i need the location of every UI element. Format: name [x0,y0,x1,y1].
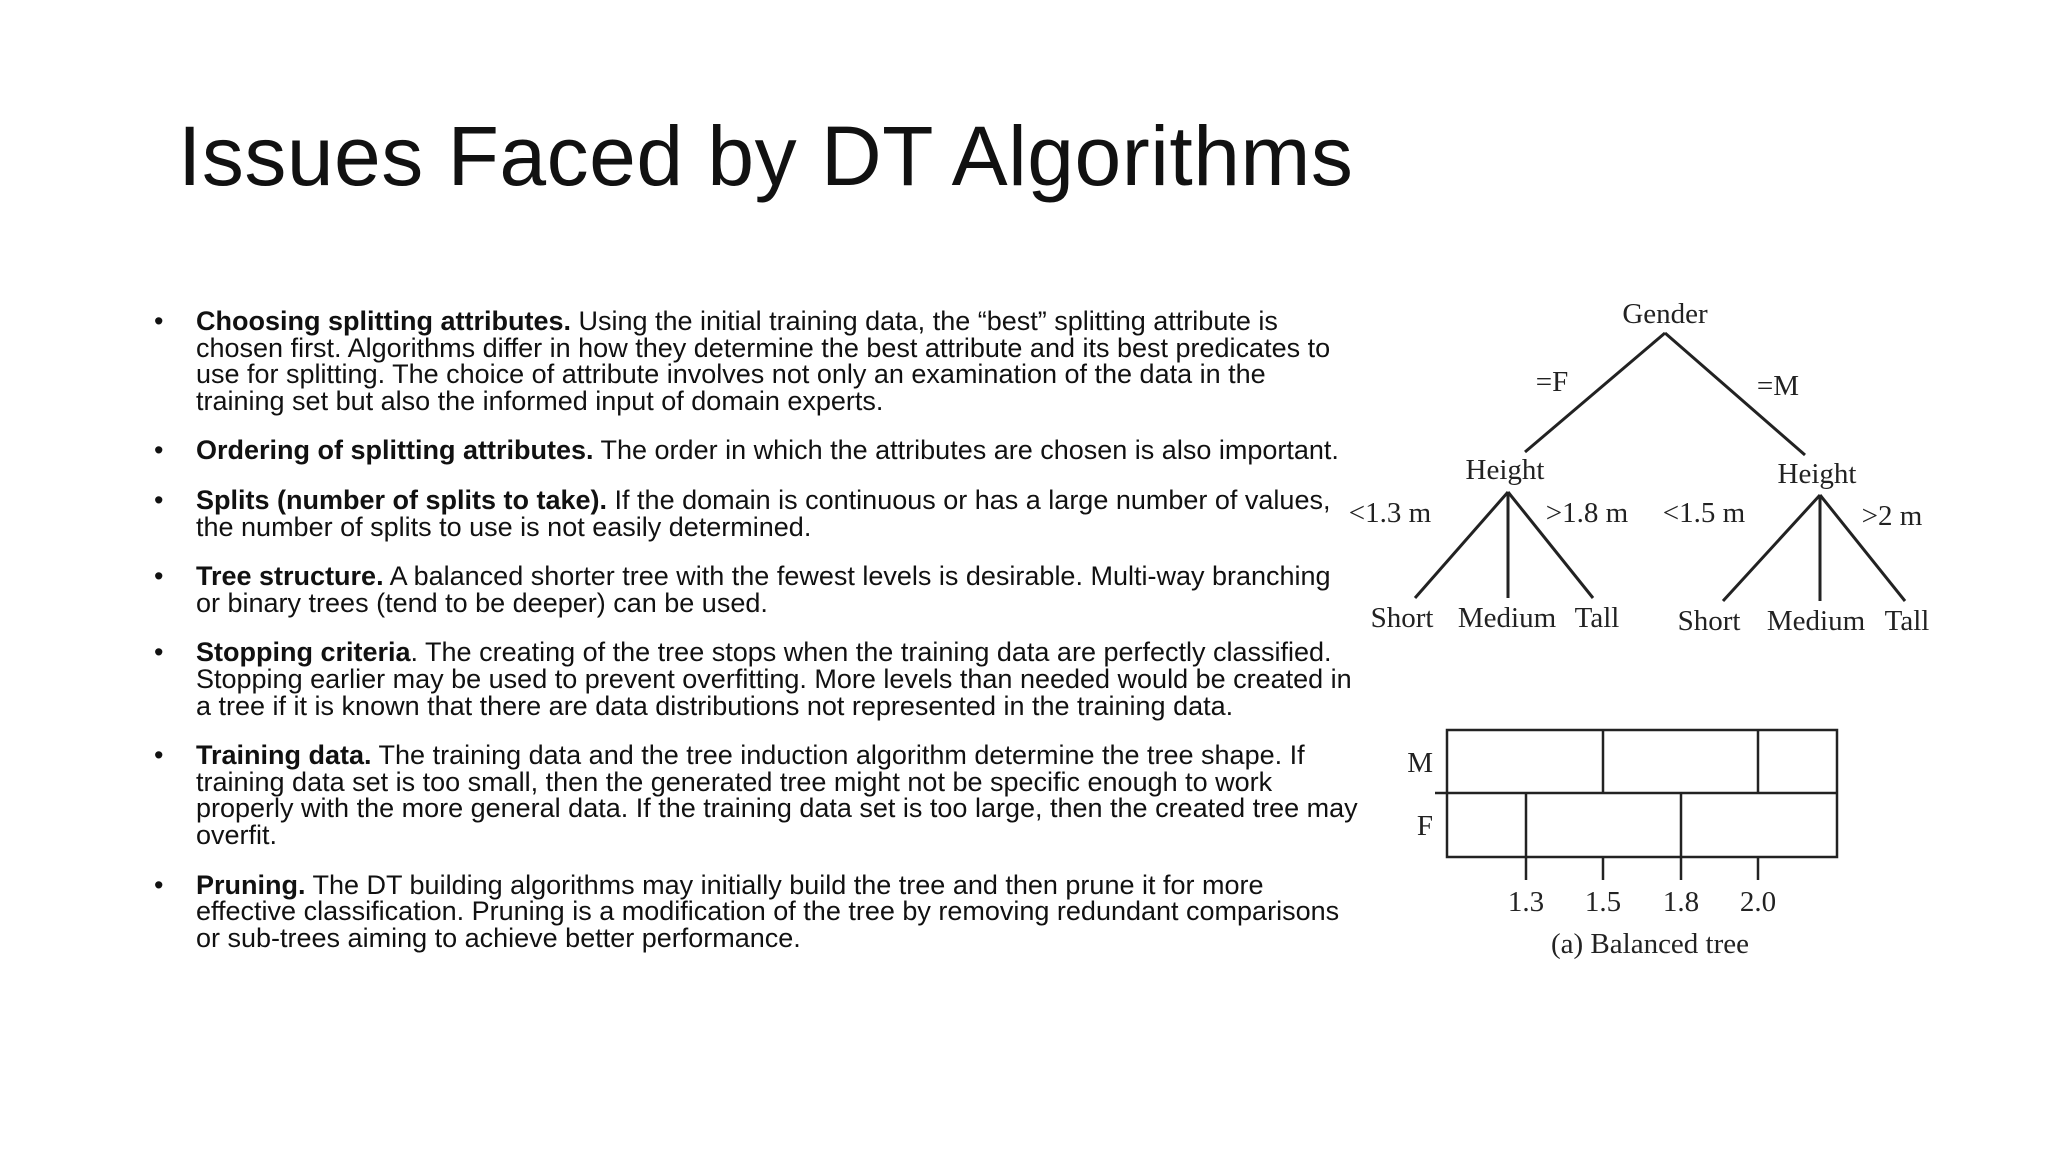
bullet-item [150,484,1360,542]
grid-labels [1407,747,1776,960]
leaf-label: Short [1677,605,1741,637]
balanced-tree-figure [1340,285,1960,990]
bullet-text: A balanced shorter tree with the fewest levels is desirable. Multi-way branching or binary trees (tend to be deeper) can be used. [196,561,1331,618]
bullet-item [150,563,1360,616]
bullet-item [150,639,1360,719]
slide-title: Issues Faced by DT Algorithms [178,109,1354,203]
leaf-label: Tall [1884,605,1930,637]
edge-label-male: =M [1756,370,1800,402]
grid-row-label-m: M [1407,747,1433,779]
bullet-text: Using the initial training data, the “best” splitting attribute is chosen first. Algorithms differ in how they determine the best attribute and its best predicates to use for splitting. The choice of attribute involves not only an examination of the data in the training set but also the informed input of domain experts. [196,306,1331,416]
axis-tick-label: 1.8 [1662,886,1700,918]
axis-tick-label: 1.5 [1584,886,1622,918]
leaf-label: Medium [1457,602,1557,634]
left-height-node-label: Height [1465,454,1545,486]
bullet-text: The order in which the attributes are chosen is also important. [593,435,1339,466]
bullet-text: The DT building algorithms may initially build the tree and then prune it for more effective classification. Pruning is a modification of the tree by removing redundant comparisons or sub-trees aiming to achieve better performance. [196,869,1340,953]
split-label-left-high: >1.8 m [1545,497,1629,529]
bullet-text: . The creating of the tree stops when the training data are perfectly classified. Stopping earlier may be used to prevent overfitting. More levels than needed would be created in a tree if it is known that there are data distributions not represented in the training data. [196,637,1352,721]
grid-row-label-f: F [1416,810,1433,842]
figure-caption: (a) Balanced tree [1550,928,1750,960]
bullet-heading: Choosing splitting attributes. [196,306,571,336]
leaf-label: Short [1370,602,1434,634]
bullet-item [150,437,1360,464]
bullet-text: The training data and the tree induction algorithm determine the tree shape. If training data set is too small, then the generated tree might not be specific enough to work properly with the more general data. If the training data set is too large, then the created tree may overfit. [196,740,1358,850]
root-node-label: Gender [1622,298,1708,330]
bullet-item [150,308,1360,414]
bullet-text: If the domain is continuous or has a large number of values, the number of splits to use is not easily determined. [196,484,1331,542]
split-label-right-high: >2 m [1861,500,1923,532]
bullet-heading: Training data. [196,740,372,771]
right-height-node-label: Height [1777,458,1857,490]
bullet-heading: Pruning. [196,869,306,900]
bullet-heading: Splits (number of splits to take). [196,484,608,515]
bullet-item [150,742,1360,848]
bullet-list [150,308,1360,974]
split-label-right-low: <1.5 m [1662,497,1746,529]
axis-tick-label: 1.3 [1507,886,1545,918]
decision-tree-diagram [1340,285,1960,985]
partition-grid [1435,730,1837,880]
bullet-heading: Tree structure. [196,561,384,592]
leaf-label: Tall [1574,602,1620,634]
split-label-left-low: <1.3 m [1348,497,1432,529]
leaf-label: Medium [1766,605,1866,637]
bullet-heading: Ordering of splitting attributes. [196,435,594,466]
edge-label-female: =F [1535,366,1569,398]
bullet-heading: Stopping criteria [196,637,411,668]
axis-tick-label: 2.0 [1739,886,1777,918]
tree-labels [1349,298,1930,637]
bullet-item [150,869,1360,953]
